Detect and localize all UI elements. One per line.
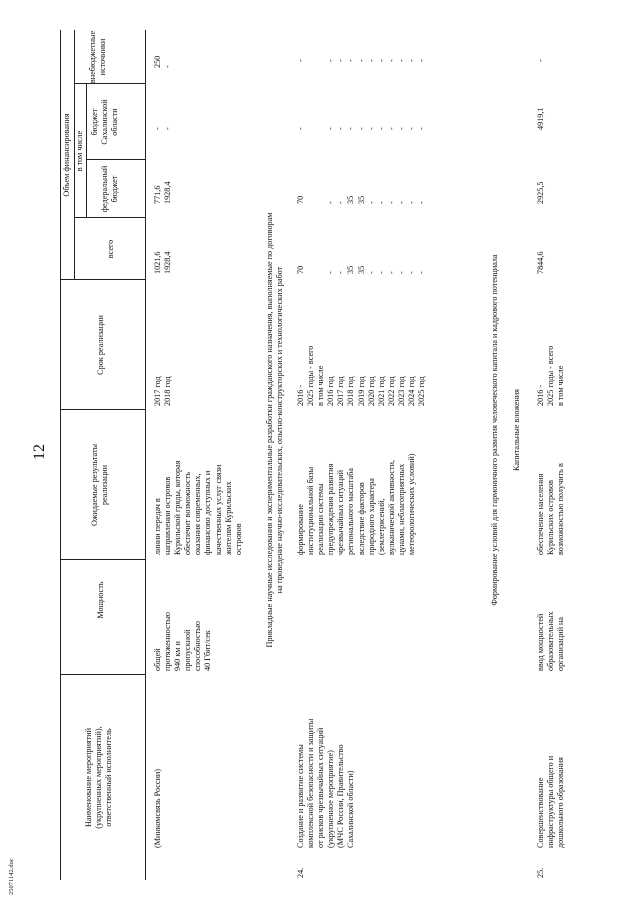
row-25-results: обеспечение населения Курильских островов возможностью получить в xyxy=(536,463,566,555)
row-25-name: Совершенствование инфраструктуры общего и дошкольного образования xyxy=(536,755,566,848)
header-bottom-border xyxy=(145,30,146,880)
row-mincomsvyaz-total: 1021,6 1928,4 xyxy=(153,251,173,274)
row-24-federal: 70 - - 35 35 - - - - - - xyxy=(296,195,427,204)
row-25-number: 25. xyxy=(536,867,545,878)
row-mincomsvyaz-federal: 771,6 1928,4 xyxy=(153,181,173,204)
header-results: Ожидаемые результаты реализации xyxy=(90,443,110,527)
row-mincomsvyaz-regional: - - xyxy=(153,127,173,130)
row-mincomsvyaz-results: линии передач в направлении островов Курильской гряды, которая обеспечит возможность оказания современных, финансово доступных и качественных услуг связи жителям Курильских островов xyxy=(153,460,243,555)
row-mincomsvyaz-extra: 250 - xyxy=(153,55,173,68)
section-research-title: Прикладные научные исследования и экспериментальные разработки гражданского назначения, выполняемые по договорам на проведение научно-исследовательских, опытно-конструкторских и технологических работ xyxy=(265,212,285,648)
page-number: 12 xyxy=(31,444,48,460)
section-human-capital-title: Формирование условий для гармоничного развития человеческого капитала и кадрового потенциала xyxy=(490,254,499,606)
footer-document-name: 25071142.doc xyxy=(8,858,15,895)
row-mincomsvyaz-capacity: общей протяженностью 940 км и пропускной способностью 40 Гбит/сек xyxy=(153,611,213,671)
header-term: Срок реализации xyxy=(96,315,105,375)
header-funding: Объем финансирования xyxy=(62,113,71,197)
including-divider xyxy=(86,84,87,218)
row-24-term: 2016 - 2025 годы - всего в том числе 2016 год 2017 год 2018 год 2019 год 2020 год 2021 год 2022 год 2023 год 2024 год 2025 год xyxy=(296,345,427,406)
header-total: всего xyxy=(106,239,115,259)
header-extra: внебюджетные источники xyxy=(88,30,108,84)
row-24-extra: - - - - - - - - - - - xyxy=(296,59,427,62)
row-mincomsvyaz-term: 2017 год 2018 год xyxy=(153,376,173,406)
row-25-total: 7844,6 xyxy=(536,251,545,274)
row-25-federal: 2925,5 xyxy=(536,181,545,204)
header-including: в том числе xyxy=(75,130,84,172)
row-24-name: Создание и развитие системы комплексной безопасности и защиты от рисков чрезвычайных ситуаций (укрупненное мероприятие) (МЧС России, Правительство Сахалинской области) xyxy=(296,718,356,848)
row-24-total: 70 - - 35 35 - - - - - - xyxy=(296,265,427,274)
row-25-term: 2016 - 2025 годы - всего в том числе xyxy=(536,345,566,406)
header-capacity: Мощность xyxy=(96,581,105,619)
row-mincomsvyaz-name: (Минкомсвязь России) xyxy=(153,768,162,848)
row-24-regional: - - - - - - - - - - - xyxy=(296,127,427,130)
row-24-number: 24. xyxy=(296,867,305,878)
row-24-results: формирование институциональной базы реализации системы предупреждения развития чрезвычайных ситуаций регионального масштаба вследствие факторов природного характера (землетрясений, вулканической активности, цунами, неблагоприятных метеорологических условий) xyxy=(296,453,417,555)
header-name: Наименование мероприятий (укрупненных мероприятий), ответственный исполнитель xyxy=(84,726,114,829)
rotated-table xyxy=(60,30,640,880)
row-25-extra: - xyxy=(536,59,545,62)
row-25-regional: 4919,1 xyxy=(536,107,545,130)
header-regional: бюджет Сахалинской области xyxy=(90,99,120,145)
section-capital-investments-title: Капитальные вложения xyxy=(512,389,521,471)
row-25-capacity: ввод мощностей образовательных организаций на xyxy=(536,611,566,671)
table-top-border xyxy=(60,30,61,880)
header-federal: федеральный бюджет xyxy=(100,165,120,213)
